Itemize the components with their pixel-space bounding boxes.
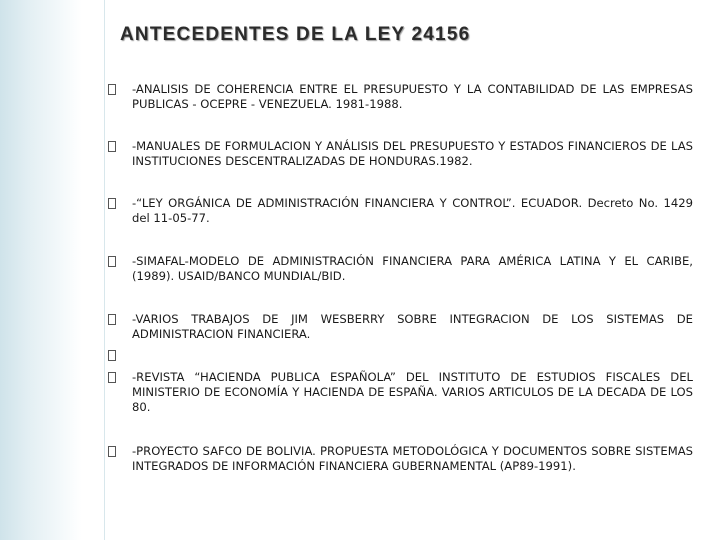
bullet-box-icon: [108, 198, 124, 210]
bullet-box-icon: [108, 350, 124, 362]
slide-title: ANTECEDENTES DE LA LEY 24156: [120, 24, 471, 45]
bullet-box-icon: [108, 256, 124, 268]
bullet-text: -ANALISIS DE COHERENCIA ENTRE EL PRESUPUESTO Y LA CONTABILIDAD DE LAS EMPRESAS PUBLICAS - OCEPRE - VENEZUELA. 1981-1988.: [132, 82, 693, 111]
bullet-text: -VARIOS TRABAJOS DE JIM WESBERRY SOBRE INTEGRACION DE LOS SISTEMAS DE ADMINISTRACION FINANCIERA.: [132, 312, 693, 341]
bullet-box-icon: [108, 314, 124, 326]
bullet-item: [108, 196, 693, 226]
bullet-box-icon: [108, 372, 124, 384]
bullet-box-icon: [108, 446, 124, 458]
bullet-text: -SIMAFAL-MODELO DE ADMINISTRACIÓN FINANCIERA PARA AMÉRICA LATINA Y EL CARIBE, (1989). USAID/BANCO MUNDIAL/BID.: [132, 254, 693, 283]
bullet-item: [108, 139, 693, 169]
bullet-text: -“LEY ORGÁNICA DE ADMINISTRACIÓN FINANCIERA Y CONTROL”. ECUADOR. Decreto No. 1429 del 11-05-77.: [132, 196, 693, 225]
bullet-item: [108, 312, 693, 342]
bullet-text: -REVISTA “HACIENDA PUBLICA ESPAÑOLA” DEL INSTITUTO DE ESTUDIOS FISCALES DEL MINISTERIO DE ECONOMÍA Y HACIENDA DE ESPAÑA. VARIOS ARTICULOS DE LA DECADA DE LOS 80.: [132, 370, 693, 414]
bullet-item: [108, 370, 693, 415]
bullet-item: [108, 254, 693, 284]
bullet-text: -MANUALES DE FORMULACION Y ANÁLISIS DEL PRESUPUESTO Y ESTADOS FINANCIEROS DE LAS INSTITUCIONES DESCENTRALIZADAS DE HONDURAS.1982.: [132, 139, 693, 168]
bullet-box-icon: [108, 84, 124, 96]
bullet-text: -PROYECTO SAFCO DE BOLIVIA. PROPUESTA METODOLÓGICA Y DOCUMENTOS SOBRE SISTEMAS INTEGRADOS DE INFORMACIÓN FINANCIERA GUBERNAMENTAL (AP89-1991).: [132, 444, 693, 473]
bullet-box-icon: [108, 141, 124, 153]
bullet-item: [108, 82, 693, 112]
bullet-item: [108, 348, 693, 362]
bullet-item: [108, 444, 693, 474]
